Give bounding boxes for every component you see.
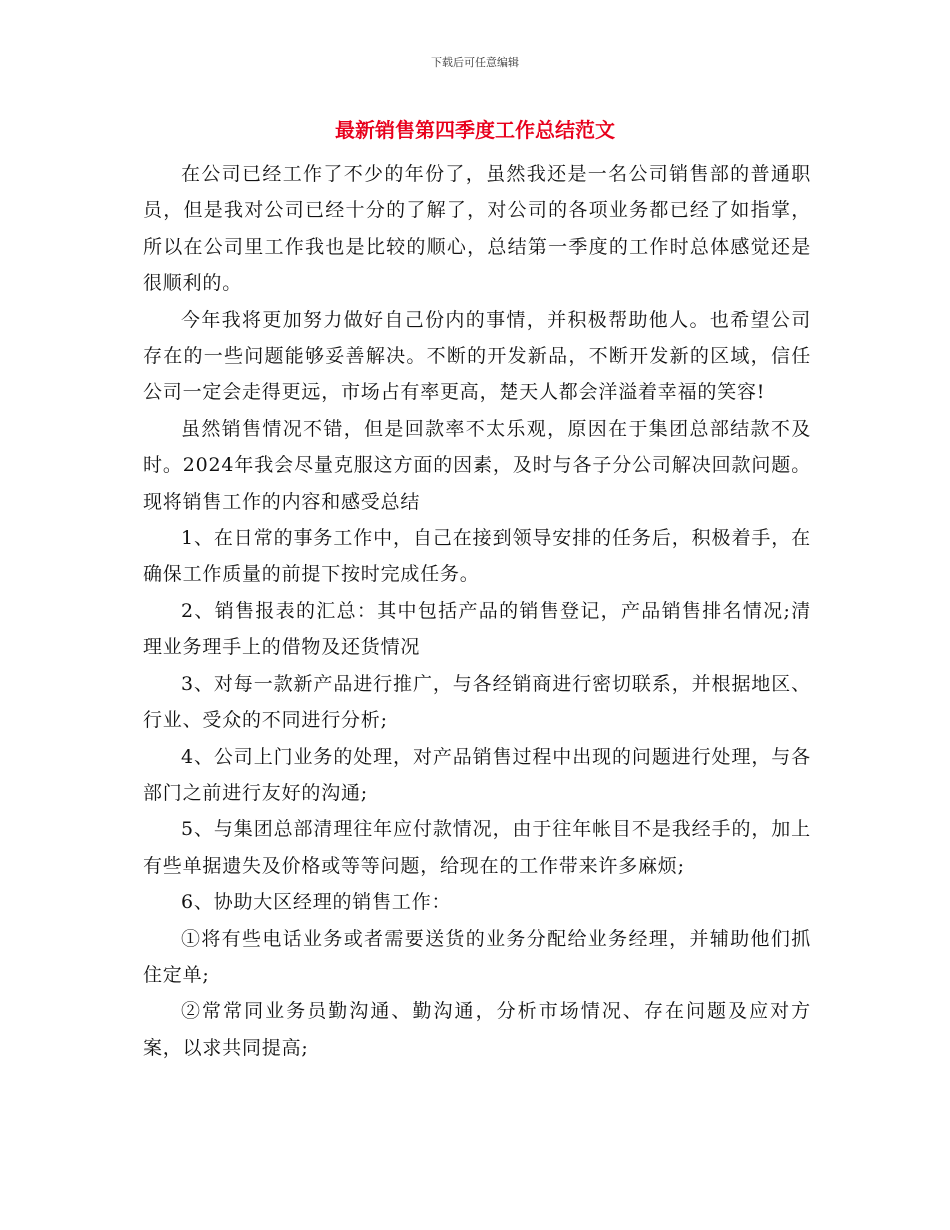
paragraph-collection: 虽然销售情况不错，但是回款率不太乐观，原因在于集团总部结款不及时。2024年我会尽量克服这方面的因素，及时与各子分公司解决回款问题。现将销售工作的内容和感受总结 — [143, 417, 811, 513]
document-title: 最新销售第四季度工作总结范文 — [335, 118, 615, 142]
list-item-4: 4、公司上门业务的处理，对产品销售过程中出现的问题进行处理，与各部门之前进行友好的沟通; — [143, 745, 811, 804]
list-item-6: 6、协助大区经理的销售工作： — [181, 891, 452, 914]
sub-item-2: ②常常同业务员勤沟通、勤沟通，分析市场情况、存在问题及应对方案，以求共同提高; — [143, 1000, 811, 1059]
list-item-5: 5、与集团总部清理往年应付款情况，由于往年帐目不是我经手的，加上有些单据遗失及价格或等等问题，给现在的工作带来许多麻烦; — [143, 818, 811, 877]
paragraph-intro: 在公司已经工作了不少的年份了，虽然我还是一名公司销售部的普通职员，但是我对公司已经十分的了解了，对公司的各项业务都已经了如指掌，所以在公司里工作我也是比较的顺心，总结第一季度的工作时总体感觉还是很顺利的。 — [143, 163, 811, 295]
paragraph-plan: 今年我将更加努力做好自己份内的事情，并积极帮助他人。也希望公司存在的一些问题能够妥善解决。不断的开发新品，不断开发新的区域，信任公司一定会走得更远，市场占有率更高，楚天人都会洋溢着幸福的笑容! — [143, 308, 811, 404]
sub-item-1: ①将有些电话业务或者需要送货的业务分配给业务经理，并辅助他们抓住定单; — [143, 927, 811, 986]
header-note: 下载后可任意编辑 — [431, 56, 519, 69]
list-item-1: 1、在日常的事务工作中，自己在接到领导安排的任务后，积极着手，在确保工作质量的前提下按时完成任务。 — [143, 527, 811, 586]
document-body — [143, 156, 811, 1066]
list-item-2: 2、销售报表的汇总：其中包括产品的销售登记，产品销售排名情况;清理业务理手上的借物及还货情况 — [143, 599, 811, 659]
list-item-3: 3、对每一款新产品进行推广，与各经销商进行密切联系，并根据地区、行业、受众的不同进行分析; — [143, 672, 811, 732]
